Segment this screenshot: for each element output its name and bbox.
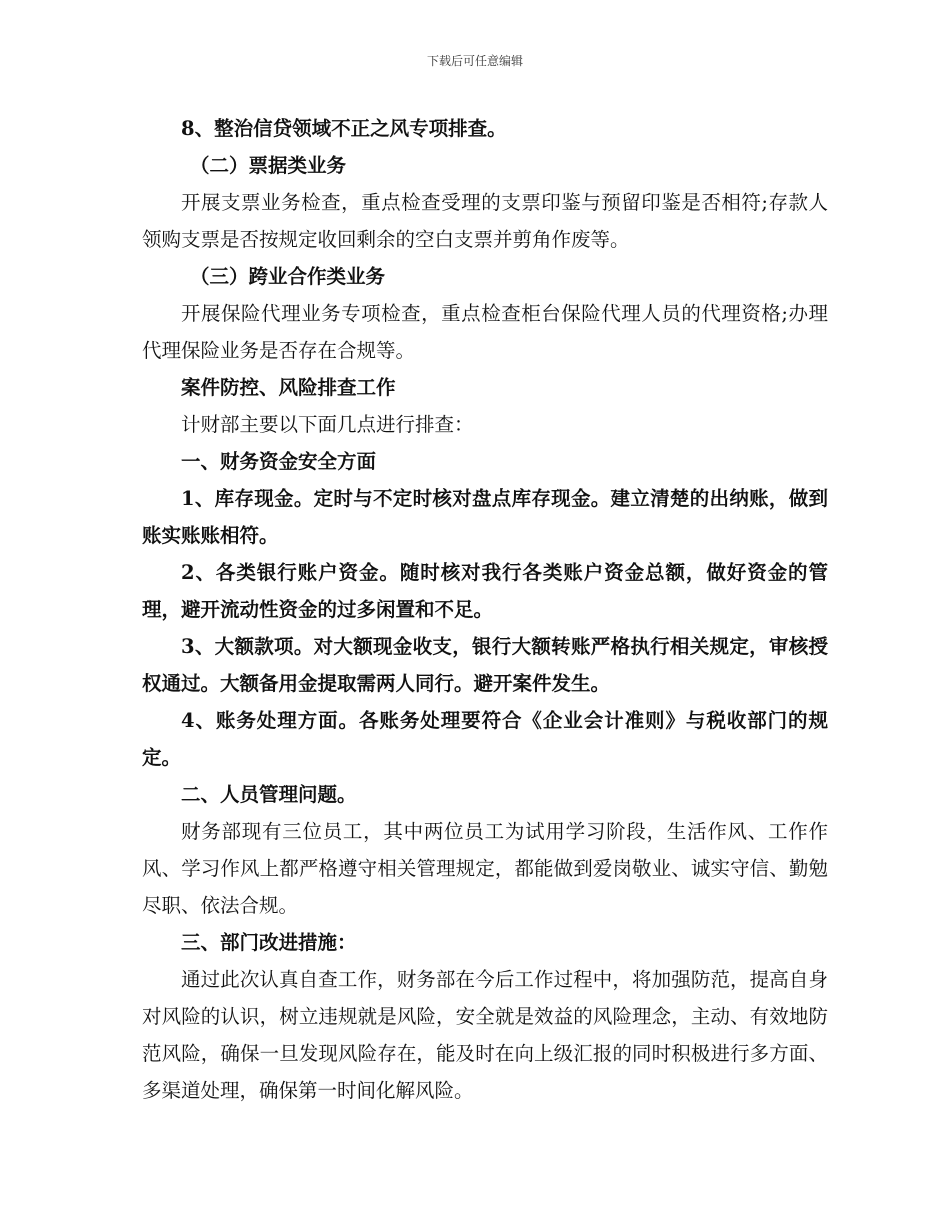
page-header: 下载后可任意编辑 xyxy=(426,54,523,68)
large-amount-paragraph: 3、大额款项。对大额现金收支，银行大额转账严格执行相关规定，审核授权通过。大额备用金提取需两人同行。避开案件发生。 xyxy=(142,635,828,695)
item-8-heading: 8、整治信贷领域不正之风专项排查。 xyxy=(181,117,507,140)
cash-paragraph: 1、库存现金。定时与不定时核对盘点库存现金。建立清楚的出纳账，做到账实账账相符。 xyxy=(142,487,828,547)
improvement-paragraph: 通过此次认真自查工作，财务部在今后工作过程中，将加强防范，提高自身对风险的认识，树立违规就是风险，安全就是效益的风险理念，主动、有效地防范风险，确保一旦发现风险存在，能及时在向上级汇报的同时积极进行多方面、多渠道处理，确保第一时间化解风险。 xyxy=(142,968,828,1102)
section-bills-heading: （二）票据类业务 xyxy=(190,154,347,177)
bank-account-paragraph: 2、各类银行账户资金。随时核对我行各类账户资金总额，做好资金的管理，避开流动性资金的过多闲置和不足。 xyxy=(142,561,828,621)
section-improvement-heading: 三、部门改进措施： xyxy=(181,931,357,954)
document-body xyxy=(142,110,828,1109)
finance-intro-paragraph: 计财部主要以下面几点进行排查： xyxy=(181,413,474,436)
section-fund-safety-heading: 一、财务资金安全方面 xyxy=(181,450,377,473)
section-cross-business-heading: （三）跨业合作类业务 xyxy=(190,265,386,288)
cross-business-paragraph: 开展保险代理业务专项检查，重点检查柜台保险代理人员的代理资格;办理代理保险业务是否存在合规等。 xyxy=(142,302,828,362)
personnel-paragraph: 财务部现有三位员工，其中两位员工为试用学习阶段，生活作风、工作作风、学习作风上都严格遵守相关管理规定，都能做到爱岗敬业、诚实守信、勤勉尽职、依法合规。 xyxy=(142,820,828,917)
bills-paragraph: 开展支票业务检查，重点检查受理的支票印鉴与预留印鉴是否相符;存款人领购支票是否按规定收回剩余的空白支票并剪角作废等。 xyxy=(142,191,828,251)
accounting-paragraph: 4、账务处理方面。各账务处理要符合《企业会计准则》与税收部门的规定。 xyxy=(142,709,828,769)
case-prevention-heading: 案件防控、风险排查工作 xyxy=(181,376,396,399)
section-personnel-heading: 二、人员管理问题。 xyxy=(181,783,357,806)
